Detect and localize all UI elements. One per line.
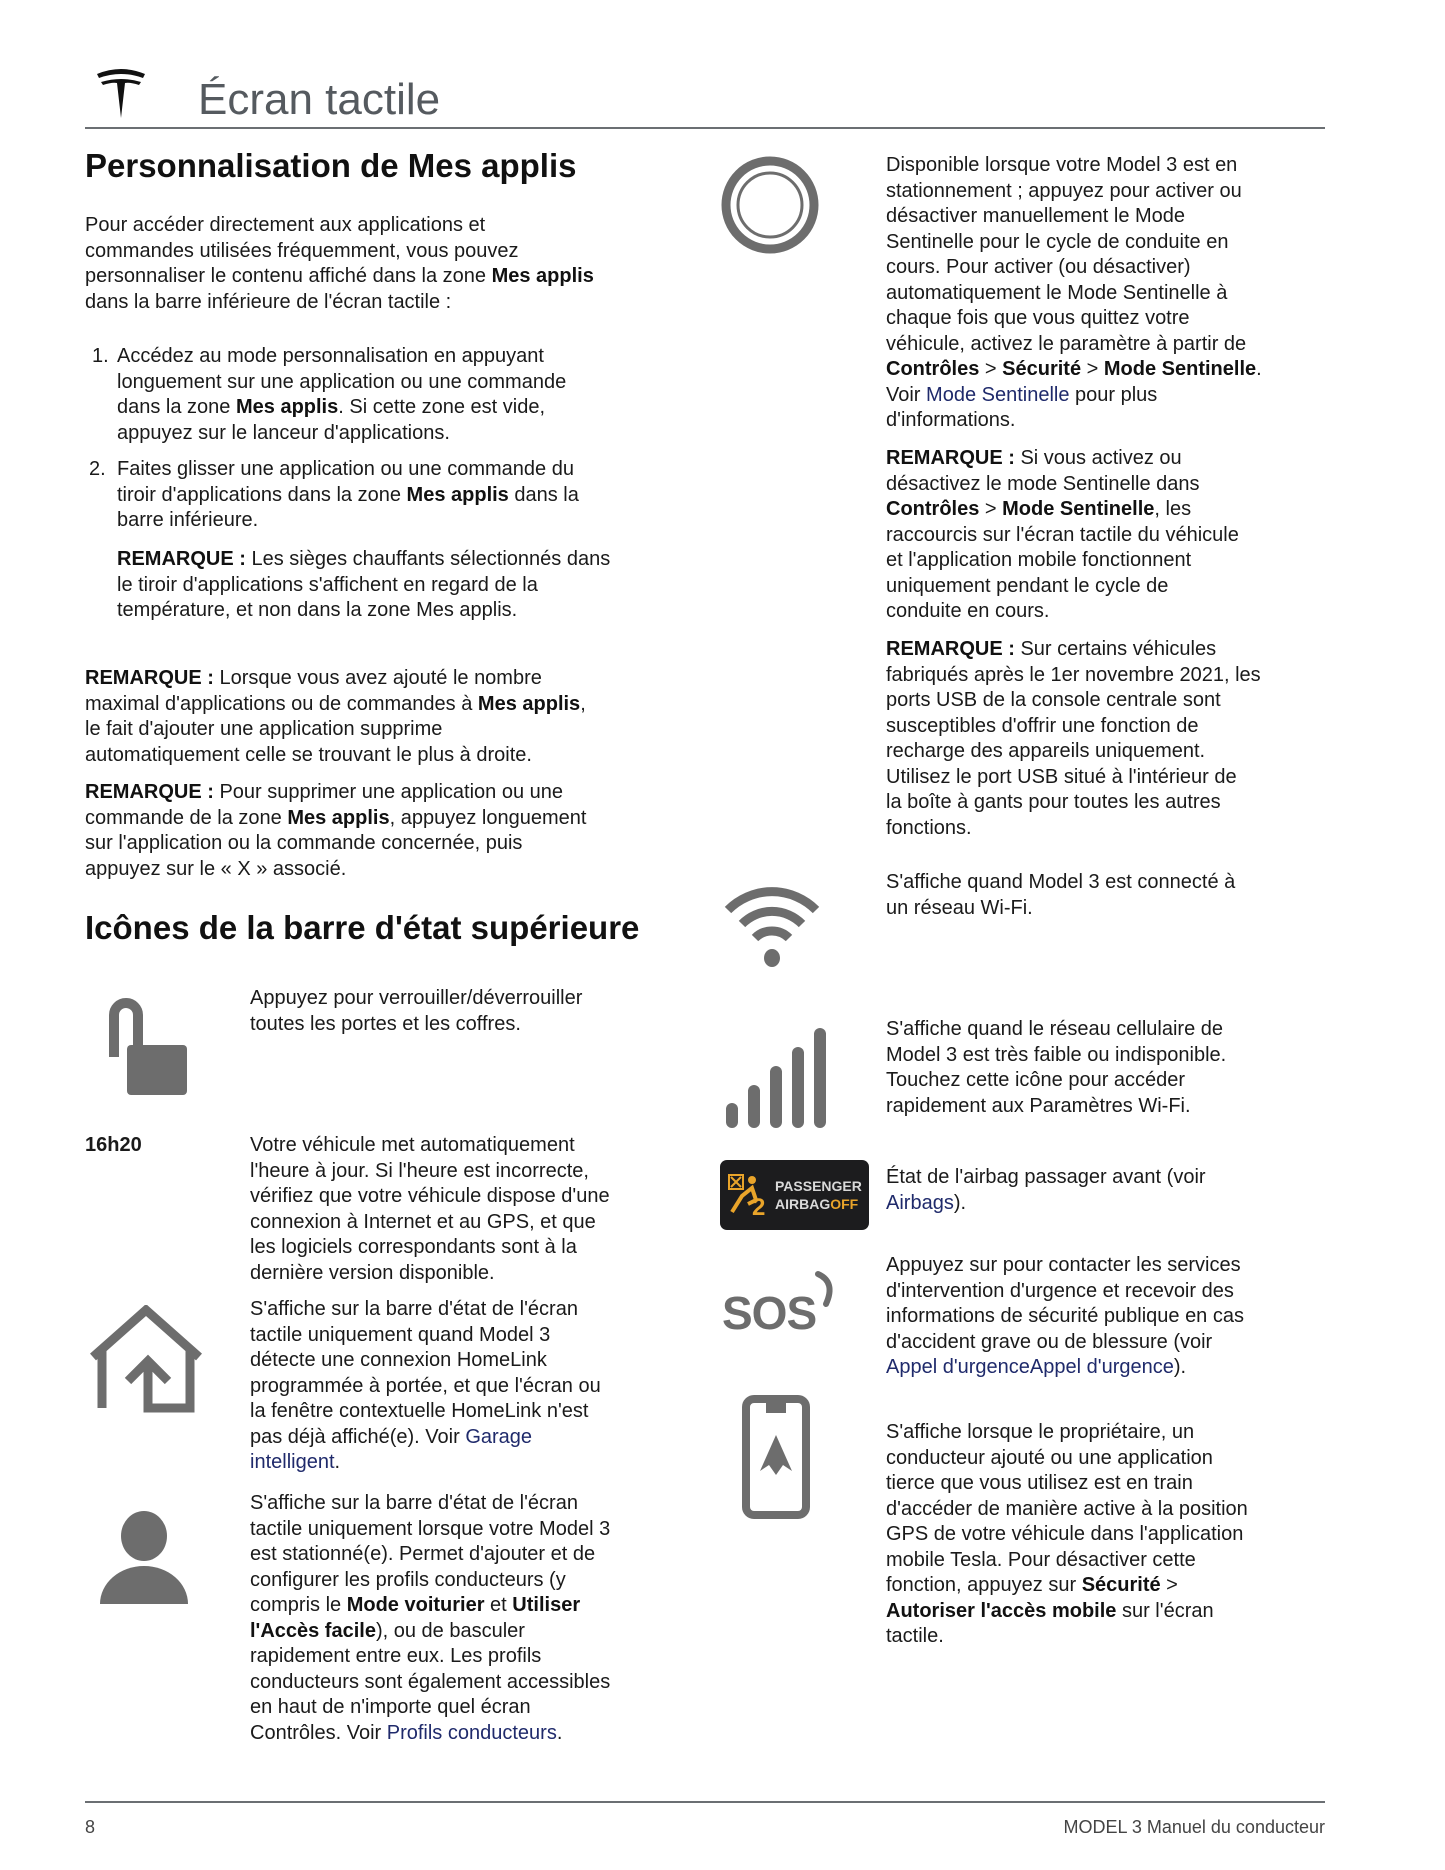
- garage-intelligent-link[interactable]: Garage: [465, 1425, 533, 1448]
- section-heading-status-bar-icons: Icônes de la barre d'état supérieure: [85, 909, 640, 946]
- note-remove-app: REMARQUE : Pour supprimer une application ou une commande de la zone Mes applis, appuyez longuement sur l'application ou la commande concernée, puis appuyez sur le « X » associé.: [85, 781, 587, 880]
- footer-title: MODEL 3 Manuel du conducteur: [1063, 1817, 1325, 1837]
- wifi-icon: [722, 880, 822, 970]
- page-title: Écran tactile: [198, 75, 441, 124]
- section-heading-mes-applis: Personnalisation de Mes applis: [85, 147, 577, 184]
- appel-urgence-link[interactable]: Appel d'urgenceAppel d'urgence: [886, 1356, 1174, 1378]
- intro-paragraph: Pour accéder directement aux applications et commandes utilisées fréquemment, vous pouvez personnaliser le contenu affiché dans la zone Mes applis dans la barre inférieure de l'écran tactile :: [85, 214, 594, 313]
- sos-call-icon: SOS: [722, 1270, 852, 1340]
- cellular-signal-icon: [723, 1025, 833, 1130]
- mode-sentinelle-link[interactable]: Mode Sentinelle: [926, 383, 1070, 406]
- sentry-description: Disponible lorsque votre Model 3 est en stationnement ; appuyez pour activer ou désactiver manuellement le Mode Sentinelle pour le cycle de conduite en cours. Pour activer (ou désactiver) automatiquement le Mode Sentinelle à chaque fois que vous quittez votre véhicule, activez le paramètre à partir de Contrôles > Sécurité > Mode Sentinelle. Voir Mode Sentinelle pour plus d'informations.: [886, 154, 1262, 431]
- footer-divider: [85, 1801, 1325, 1803]
- note-max-apps: REMARQUE : Lorsque vous avez ajouté le nombre maximal d'applications ou de commandes à Mes applis, le fait d'ajouter une application supprime automatiquement celle se trouvant le plus à droite.: [85, 667, 586, 766]
- clock-description: Votre véhicule met automatiquement l'heure à jour. Si l'heure est incorrecte, vérifiez que votre véhicule dispose d'une connexion à Internet et au GPS, et que les logiciels correspondants sont à la dernière version disponible.: [250, 1134, 610, 1284]
- passenger-airbag-off-icon: 2 PASSENGER AIRBAGOFF: [720, 1160, 869, 1230]
- sentry-mode-icon: [720, 155, 820, 255]
- mobile-access-icon: [742, 1395, 810, 1519]
- phone-handset-icon: [812, 1270, 842, 1310]
- step-note: REMARQUE : Les sièges chauffants sélectionnés dans le tiroir d'applications s'affichent en regard de la température, et non dans la zone Mes applis.: [117, 548, 611, 621]
- cellular-description: S'affiche quand le réseau cellulaire de Model 3 est très faible ou indisponible. Touchez cette icône pour accéder rapidement aux Paramètres Wi-Fi.: [886, 1018, 1227, 1117]
- mobile-access-description: S'affiche lorsque le propriétaire, un conducteur ajouté ou une application tierce que vous utilisez est en train d'accéder de manière active à la position GPS de votre véhicule dans l'application mobile Tesla. Pour désactiver cette fonction, appuyez sur Sécurité > Autoriser l'accès mobile sur l'écran tactile.: [886, 1421, 1248, 1647]
- step-2: 2. Faites glisser une application ou une commande du tiroir d'applications dans la zone Mes applis dans la barre inférieure.: [89, 458, 579, 531]
- note-usb: REMARQUE : Sur certains véhicules fabriqués après le 1er novembre 2021, les ports USB de la console centrale sont susceptibles d'offrir une fonction de recharge des appareils uniquement. Utilisez le port USB situé à l'intérieur de la boîte à gants pour toutes les autres fonctions.: [886, 638, 1261, 839]
- unlock-icon: [100, 995, 192, 1099]
- airbags-link[interactable]: Airbags: [886, 1191, 954, 1214]
- driver-profile-description: S'affiche sur la barre d'état de l'écran tactile uniquement lorsque votre Model 3 est stationné(e). Permet d'ajouter et de configurer les profils conducteurs (y compris le Mode voiturier et Utiliser l'Accès facile), ou de basculer rapidement entre eux. Les profils conducteurs sont également accessibles en haut de n'importe quel écran Contrôles. Voir Profils conducteurs.: [250, 1492, 611, 1744]
- sos-description: Appuyez sur pour contacter les services d'intervention d'urgence et recevoir des informations de sécurité publique en cas d'accident grave ou de blessure (voir Appel d'urgenceAppel d'urgence).: [886, 1254, 1244, 1378]
- airbag-description: État de l'airbag passager avant (voir Airbags).: [886, 1166, 1206, 1214]
- note-sentry: REMARQUE : Si vous activez ou désactivez le mode Sentinelle dans Contrôles > Mode Sentinelle, les raccourcis sur l'écran tactile du véhicule et l'application mobile fonctionnent uniquement pendant le cycle de conduite en cours.: [886, 447, 1239, 622]
- driver-profile-icon: [98, 1510, 190, 1610]
- homelink-icon: [88, 1305, 208, 1415]
- lock-description: Appuyez pour verrouiller/déverrouiller toutes les portes et les coffres.: [250, 987, 583, 1035]
- clock-label: 16h20: [85, 1134, 142, 1156]
- wifi-description: S'affiche quand Model 3 est connecté à un réseau Wi-Fi.: [886, 871, 1236, 919]
- tesla-logo-icon: [93, 66, 149, 122]
- garage-intelligent-link-cont[interactable]: intelligent: [250, 1451, 335, 1473]
- homelink-description: S'affiche sur la barre d'état de l'écran tactile uniquement quand Model 3 détecte une connexion HomeLink programmée à portée, et que l'écran ou la fenêtre contextuelle HomeLink n'est pas déjà affiché(e). Voir Garage intelligent.: [250, 1298, 601, 1473]
- page-number: 8: [85, 1817, 96, 1837]
- profils-conducteurs-link[interactable]: Profils conducteurs: [386, 1721, 557, 1744]
- header-divider: [85, 127, 1325, 129]
- step-1: 1. Accédez au mode personnalisation en appuyant longuement sur une application ou une commande dans la zone Mes applis. Si cette zone est vide, appuyez sur le lanceur d'applications.: [92, 345, 567, 444]
